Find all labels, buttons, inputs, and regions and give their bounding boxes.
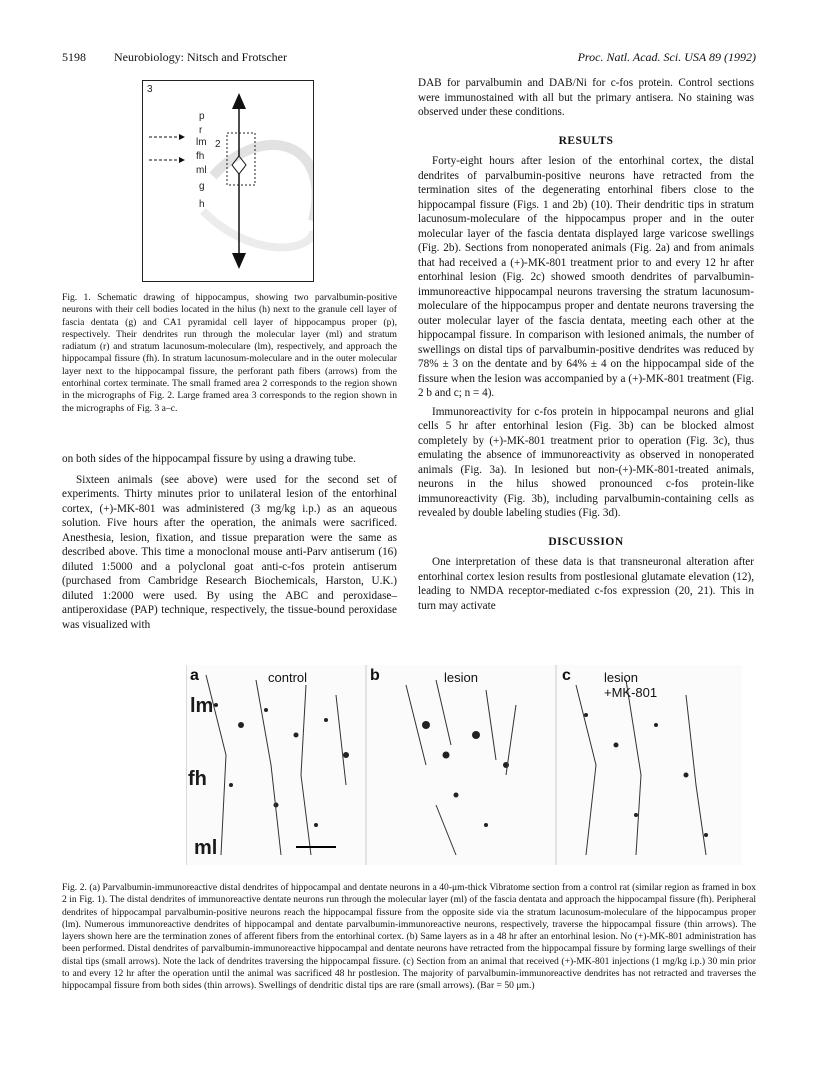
figure-1-caption: Fig. 1. Schematic drawing of hippocampus, showing two parvalbumin-positive neurons with their cell bodies located in the hilus (h) next to the granule cell layer of fascia dentata (g) and CA1 pyramidal cell layer of hippocampus proper (p), respectively. Their dendrites run through the molecular layer (ml) and stratum radiatum (r) and stratum lacunosum-moleculare (lm), respectively, and approach the hippocampal fissure (fh). In stratum lacunosum-moleculare and in the outer molecular layer next to the hippocampal fissure, the perforant path fibers (arrows) from the entorhinal cortex terminate. The small framed area 2 corresponds to the region shown in the micrographs of Fig. 2. Large framed area 3 corresponds to the region shown in the micrographs of Fig. 3 a–c.	[62, 292, 397, 414]
layer-label-r: r	[199, 125, 203, 136]
figure-2-micrographs	[186, 665, 742, 865]
results-heading: RESULTS	[558, 134, 614, 147]
layer-label-p: p	[199, 111, 205, 122]
dentate-neuron-soma	[232, 253, 246, 269]
layer-label-lm: lm	[196, 137, 207, 148]
layer-label-fh: fh	[188, 768, 207, 790]
micrograph-texture	[186, 665, 742, 865]
running-header	[62, 50, 756, 66]
panel-title-control: control	[268, 670, 308, 685]
discussion-heading: DISCUSSION	[548, 535, 624, 548]
dentate-outline-curve	[203, 211, 313, 247]
dendrite-staining-speckle	[214, 703, 708, 837]
layer-label-fh: fh	[196, 151, 205, 162]
framed-area-3-label: 3	[147, 84, 153, 95]
paragraph: on both sides of the hippocampal fissure by using a drawing tube.	[62, 453, 356, 465]
left-column-text	[62, 452, 397, 632]
journal-citation: Proc. Natl. Acad. Sci. USA 89 (1992)	[577, 50, 756, 64]
dendrite-strokes	[206, 675, 706, 855]
layer-label-lm: lm	[190, 695, 214, 717]
framed-area-2-label: 2	[215, 139, 221, 150]
running-title: Neurobiology: Nitsch and Frotscher	[114, 50, 287, 64]
page-number: 5198	[62, 50, 86, 64]
panel-letter-a: a	[190, 667, 199, 684]
panel-title-lesion: lesion	[444, 670, 478, 685]
figure-1-schematic	[142, 80, 314, 282]
figure-1-drawing	[143, 81, 313, 281]
paragraph: Sixteen animals (see above) were used for the second set of experiments. Thirty minutes prior to unilateral lesion of the entorhinal cortex, (+)-MK-801 was administered (3 mg/kg i.p.) as an aqueous solution. Five hours after the operation, the animals were sacrificed. Anesthesia, lesion, fixation, and tissue preparation were the same as described above. This time a monoclonal mouse anti-Parv antiserum (16) diluted 1:5000 and a polyclonal goat anti-c-fos protein antiserum (purchased from Cambridge Research Biochemicals, Harston, U.K.) diluted 1:2000 were used. By using the ABC and peroxidase–antiperoxidase (PAP) technique, respectively, the tissue-bound peroxidase was visualized with	[62, 473, 397, 631]
right-column-text	[418, 76, 754, 613]
layer-label-ml: ml	[196, 165, 207, 176]
panel-title-lesion-mk801: lesion +MK-801	[604, 670, 658, 700]
figure-2-caption: Fig. 2. (a) Parvalbumin-immunoreactive distal dendrites of hippocampal and dentate neurons in a 40-μm-thick Vibratome section from a control rat (similar region as framed in box 2 in Fig. 1). The distal dendrites of immunoreactive dentate neurons run through the molecular layer (ml) of the fascia dentata and approach the hippocampal fissure (fh). Peripheral dendrites of hippocampal parvalbumin-positive neurons reach the hippocampal fissure from the opposite side via the stratum lacunosum-moleculare of the hippocampus proper (lm). Numerous immunoreactive dendrites of hippocampal and dentate parvalbumin-immunoreactive neurons, respectively, traverse the hippocampal fissure (thin arrows). The layers shown here are the termination zones of afferent fibers from the entorhinal cortex. (b) Same layers as in a 48 hr after an entorhinal lesion. No (+)-MK-801 administration has been performed. Distal dendrites of parvalbumin-immunoreactive hippocampal and dentate neurons have retracted from the hippocampal fissure by forming large swellings of their distal tips (small arrows). Note the lack of dendrites traversing the hippocampal fissure. (c) Section from an animal that received (+)-MK-801 injections (1 mg/kg i.p.) 30 min prior to and every 12 hr after the operation until the animal was sacrificed 48 hr postlesion. The majority of parvalbumin-immunoreactive dendrites has not retracted and traverses the hippocampal fissure from both sides (thin arrows). Swellings of dendritic distal tips are rare (small arrows). (Bar = 50 μm.)	[62, 882, 756, 992]
layer-label-g: g	[199, 181, 205, 192]
paragraph: DAB for parvalbumin and DAB/Ni for c-fos protein. Control sections were immunostained with all but the primary antisera. No staining was observed under these conditions.	[418, 77, 754, 118]
layer-label-ml: ml	[194, 837, 218, 859]
panel-letter-b: b	[370, 667, 380, 684]
paragraph: Immunoreactivity for c-fos protein in hippocampal neurons and glial cells 5 hr after entorhinal lesion (Fig. 3b) can be blocked almost completely by (+)-MK-801 treatment prior to operation (Fig. 3c), thus emulating the absence of immunoreactivity as observed in nonoperated animals (Fig. 3a). In lesioned but non-(+)-MK-801-treated animals, neurons in the hilus showed pronounced c-fos protein-like immunoreactivity (Fig. 3b), including parvalbumin-containing cells as revealed by double labeling studies (Fig. 3d).	[418, 405, 754, 519]
paragraph: One interpretation of these data is that transneuronal alteration after entorhinal cortex lesion results from postlesional glutamate elevation (12), leading to NMDA receptor-mediated c-fos expression (20, 21). This in turn may activate	[418, 556, 754, 612]
layer-label-h: h	[199, 199, 205, 210]
hippocampus-outline-curve	[213, 145, 313, 221]
panel-letter-c: c	[562, 667, 571, 684]
paragraph: Forty-eight hours after lesion of the entorhinal cortex, the distal dendrites of parvalbumin-positive neurons have retracted from the termination sites of the degenerating entorhinal fibers close to the hippocampal fissure (Figs. 1 and 2b) (10). Their dendritic tips in stratum lacunosum-moleculare of the hippocampus proper and in the outer molecular layer of the fascia dentata displayed large varicose swellings (Fig. 2b). Sections from nonoperated animals (Fig. 2a) and from animals that had received a (+)-MK-801 treatment prior to and every 12 hr after entorhinal lesion (Fig. 2c) showed smooth dendrites of parvalbumin-immunoreactive hippocampal neurons traversing the stratum lacunosum-moleculare of the hippocampus proper and dentate neurons traversing the outer molecular layer of the fascia dentata, meeting each other at the hippocampal fissure. In comparison with lesioned animals, the number of swellings on distal tips of parvalbumin-positive dendrites was reduced by 78% ± 3 on the dentate and by 64% ± 4 on the hippocampal side of the fissure when the lesion was accompanied by a (+)-MK-801 treatment (Fig. 2 b and c; n = 4).	[418, 155, 754, 399]
hippocampal-neuron-soma	[232, 93, 246, 109]
